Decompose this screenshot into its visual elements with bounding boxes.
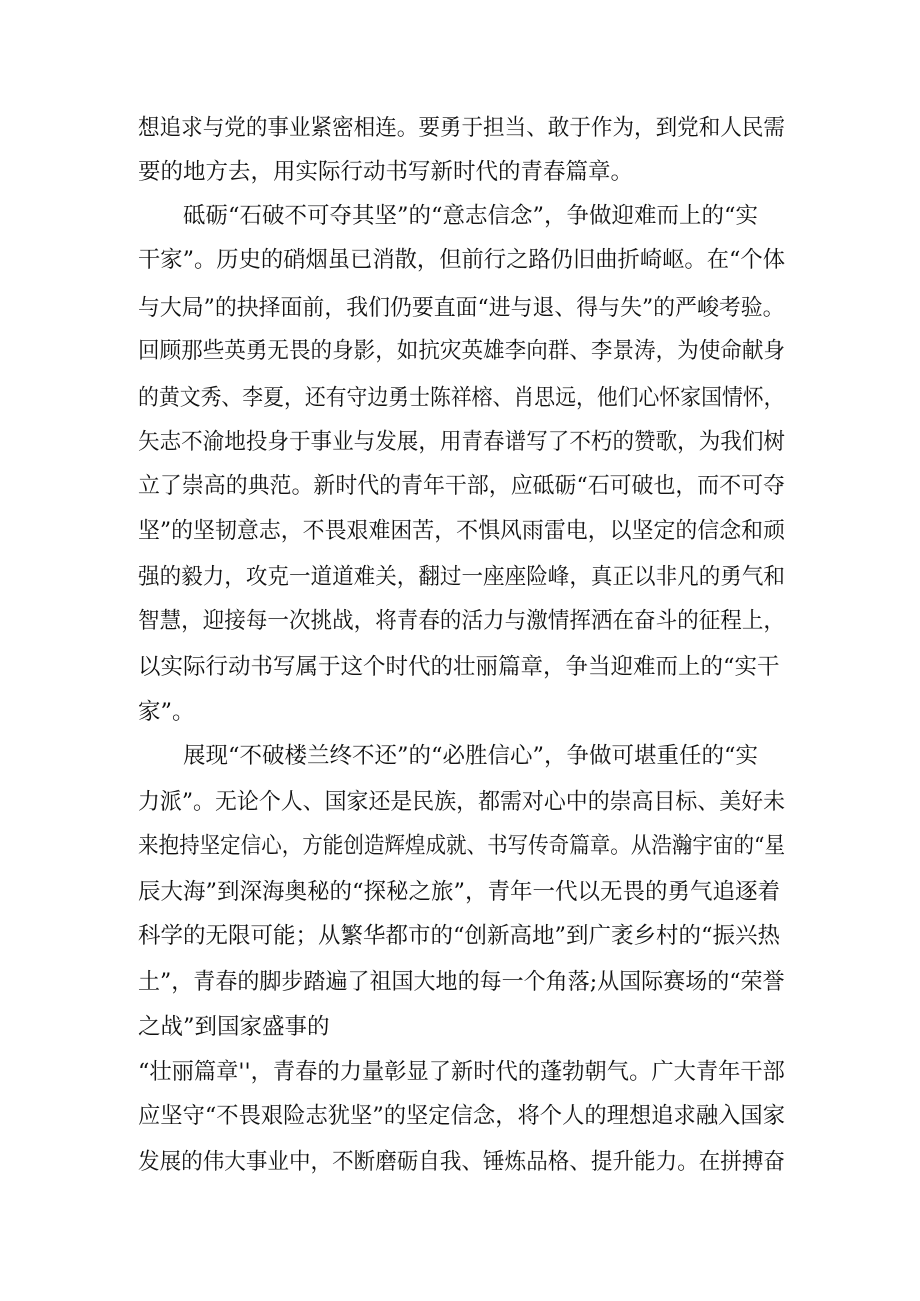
text-line: 科学的无限可能；从繁华都市的“创新高地”到广袤乡村的“振兴热	[138, 923, 781, 949]
text-line: 与大局”的抉择面前，我们仍要直面“进与退、得与失”的严峻考验。	[138, 295, 785, 321]
paragraph-start-line: 砥砺“石破不可夺其坚”的“意志信念”，争做迎难而上的“实	[183, 203, 759, 229]
text-line: 以实际行动书写属于这个时代的壮丽篇章，争当迎难而上的“实干	[138, 654, 780, 680]
text-line: 要的地方去，用实际行动书写新时代的青春篇章。	[138, 159, 634, 185]
text-line: 力派”。无论个人、国家还是民族，都需对心中的崇高目标、美好未	[138, 789, 786, 815]
paragraph-start-line: 展现“不破楼兰终不还”的“必胜信心”，争做可堪重任的“实	[183, 743, 759, 769]
text-line: “壮丽篇章''，青春的力量彰显了新时代的蓬勃朝气。广大青年干部	[138, 1059, 785, 1085]
text-line: 回顾那些英勇无畏的身影，如抗灾英雄李向群、李景涛，为使命献身	[138, 338, 786, 364]
text-line: 立了崇高的典范。新时代的青年干部，应砥砺“石可破也，而不可夺	[138, 473, 786, 499]
text-line: 来抱持坚定信心，方能创造辉煌成就、书写传奇篇章。从浩瀚宇宙的“星	[138, 833, 786, 859]
text-line: 智慧，迎接每一次挑战，将青春的活力与激情挥洒在奋斗的征程上，	[138, 608, 786, 634]
text-line: 应坚守“不畏艰险志犹坚”的坚定信念，将个人的理想追求融入国家	[138, 1103, 786, 1129]
text-line: 想追求与党的事业紧密相连。要勇于担当、敢于作为，到党和人民需	[138, 115, 786, 141]
text-line: 之战”到国家盛事的	[138, 1014, 330, 1040]
text-line: 家”。	[138, 699, 195, 725]
text-line: 发展的伟大事业中，不断磨砺自我、锤炼品格、提升能力。在拼搏奋	[138, 1149, 786, 1175]
text-line: 土”，青春的脚步踏遍了祖国大地的每一个角落;从国际赛场的“荣誉	[138, 969, 785, 995]
text-line: 辰大海”到深海奥秘的“探秘之旅”，青年一代以无畏的勇气追逐着	[138, 879, 781, 905]
text-line: 的黄文秀、李夏，还有守边勇士陈祥榕、肖思远，他们心怀家国情怀，	[138, 385, 785, 411]
text-line: 干家”。历史的硝烟虽已消散，但前行之路仍旧曲折崎岖。在“个体	[138, 247, 786, 273]
text-line: 矢志不渝地投身于事业与发展，用青春谱写了不朽的赞歌，为我们树	[138, 429, 786, 455]
text-line: 强的毅力，攻克一道道难关，翻过一座座险峰，真正以非凡的勇气和	[138, 564, 786, 590]
text-line: 坚”的坚韧意志，不畏艰难困苦，不惧风雨雷电，以坚定的信念和顽	[138, 518, 786, 544]
